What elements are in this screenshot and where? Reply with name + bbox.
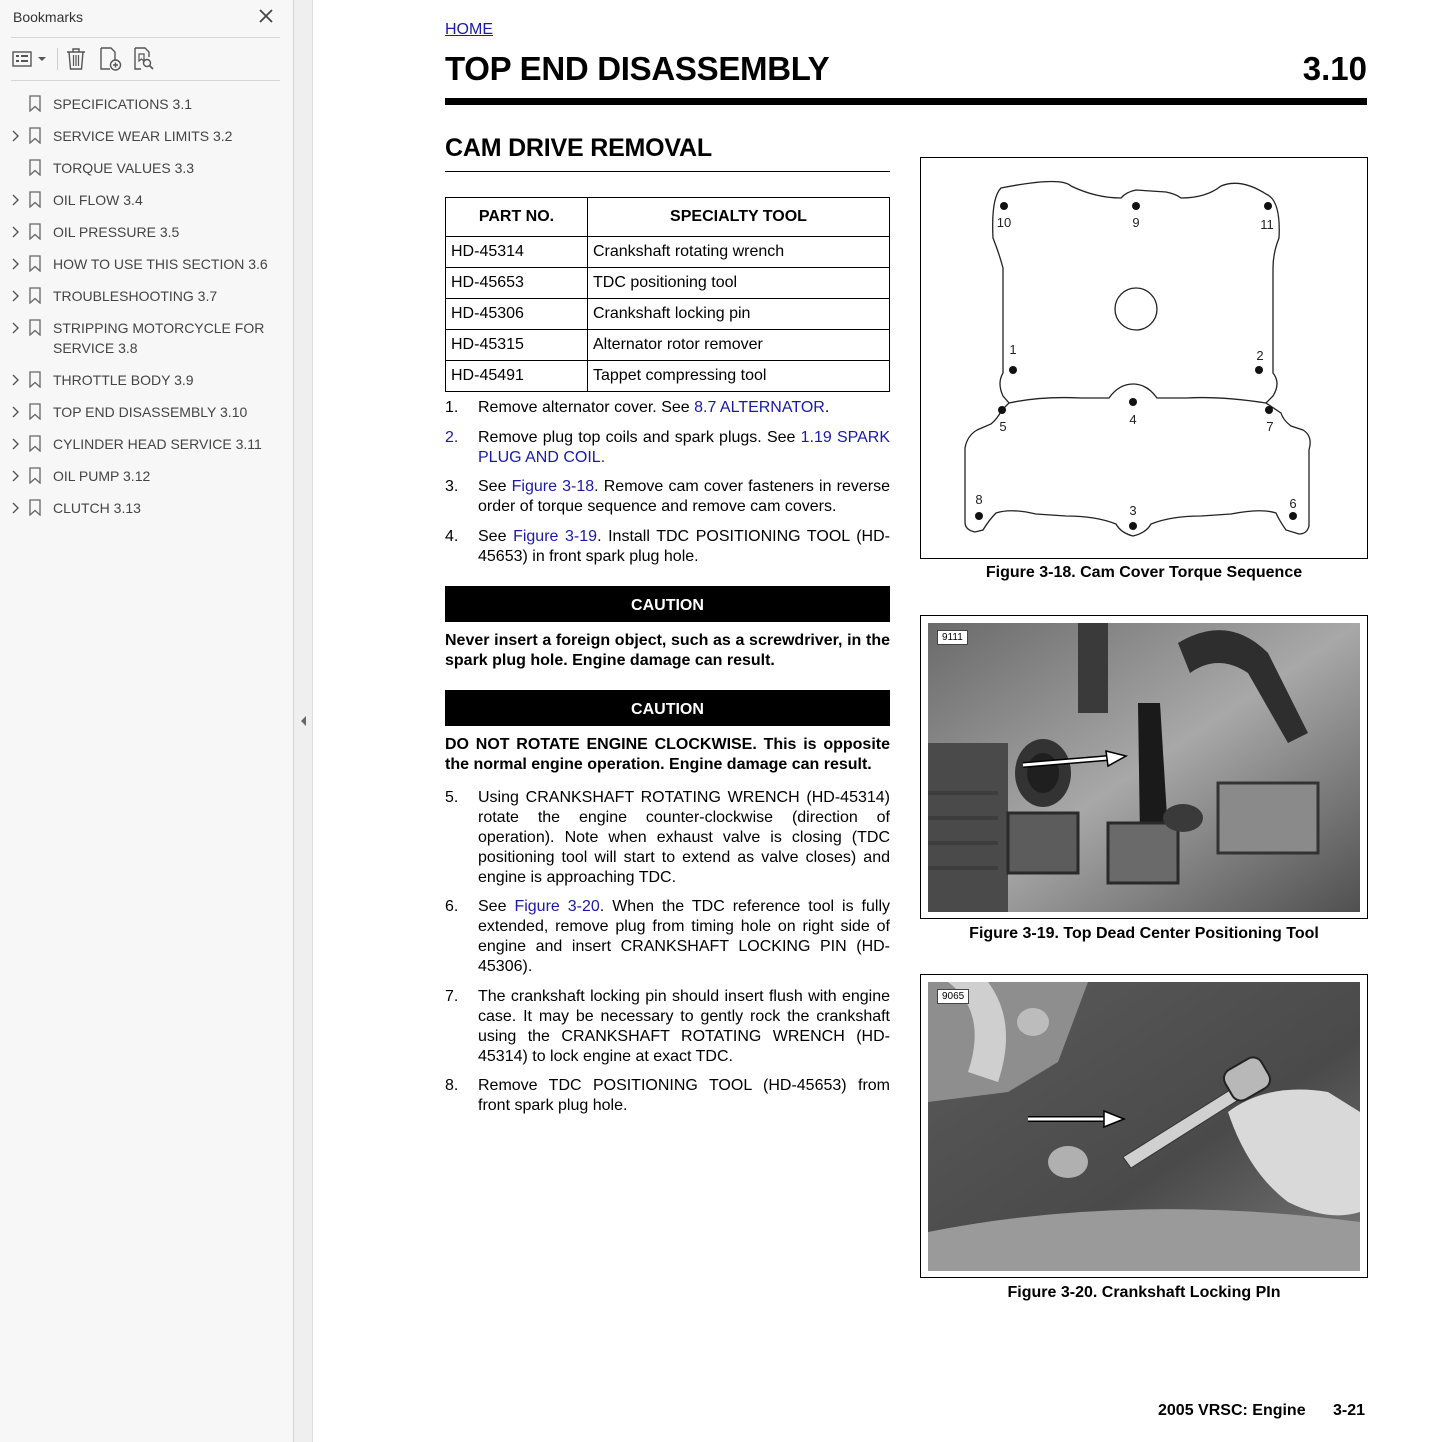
figure-3-20 bbox=[920, 974, 1368, 1278]
add-bookmark-icon[interactable] bbox=[98, 46, 124, 72]
chevron-right-icon[interactable] bbox=[10, 130, 20, 142]
bolt-label-5: 5 bbox=[999, 419, 1007, 434]
bookmark-item[interactable] bbox=[0, 368, 290, 400]
home-link[interactable]: HOME bbox=[445, 21, 493, 38]
photo-id: 9065 bbox=[937, 989, 969, 1004]
figure-caption: Figure 3-20. Crankshaft Locking PIn bbox=[1007, 1284, 1281, 1301]
tool-name-cell: Crankshaft locking pin bbox=[588, 299, 890, 330]
step-text: . bbox=[824, 399, 830, 416]
step-number: 7. bbox=[445, 987, 459, 1005]
section-number: 3.10 bbox=[1302, 50, 1367, 87]
bookmark-item[interactable] bbox=[0, 220, 290, 252]
bolt-label-10: 10 bbox=[996, 215, 1012, 230]
bookmark-icon bbox=[29, 287, 41, 304]
main-column bbox=[445, 134, 890, 1126]
section-subheading: CAM DRIVE REMOVAL bbox=[445, 134, 890, 172]
bookmarks-panel bbox=[0, 0, 294, 1442]
step-number: 4. bbox=[445, 527, 459, 545]
bookmark-label: OIL FLOW 3.4 bbox=[53, 192, 143, 208]
bolt-label-1: 1 bbox=[1009, 342, 1017, 357]
figure-3-19 bbox=[920, 615, 1368, 919]
step-number: 5. bbox=[445, 788, 459, 806]
procedure-step bbox=[445, 527, 890, 567]
table-row bbox=[446, 237, 890, 268]
chevron-right-icon[interactable] bbox=[10, 374, 20, 386]
bookmark-item[interactable] bbox=[0, 400, 290, 432]
chevron-right-icon[interactable] bbox=[10, 258, 20, 270]
bookmark-label: TROUBLESHOOTING 3.7 bbox=[53, 288, 218, 304]
chevron-right-icon[interactable] bbox=[10, 194, 20, 206]
chevron-right-icon[interactable] bbox=[10, 290, 20, 302]
part-number-cell: HD-45315 bbox=[446, 330, 588, 361]
bolt-label-3: 3 bbox=[1129, 503, 1137, 518]
divider bbox=[11, 37, 280, 38]
step-number: 3. bbox=[445, 478, 459, 495]
bookmark-icon bbox=[29, 191, 41, 208]
bolt-label-9: 9 bbox=[1132, 215, 1140, 230]
step-text: See bbox=[478, 527, 514, 545]
bookmark-item[interactable] bbox=[0, 316, 290, 368]
cross-reference-link[interactable]: 1.19 SPARK PLUG AND COIL. bbox=[478, 428, 891, 466]
step-number: 6. bbox=[445, 898, 459, 915]
bookmark-icon bbox=[29, 467, 41, 484]
chevron-right-icon[interactable] bbox=[10, 406, 20, 418]
engine-photo bbox=[928, 623, 1360, 912]
bookmark-item[interactable] bbox=[0, 284, 290, 316]
table-row bbox=[446, 268, 890, 299]
title-rule bbox=[445, 98, 1367, 105]
bookmark-label: TORQUE VALUES 3.3 bbox=[53, 160, 195, 176]
step-text: The crankshaft locking pin should insert flush with engine case. It may be necessary to gently rock the crankshaft using the CRANKSHAFT ROTATING WRENCH (HD-45314) to lock engine at exact TDC. bbox=[478, 987, 890, 1065]
caution-banner: CAUTION bbox=[445, 586, 890, 622]
chevron-right-icon[interactable] bbox=[10, 438, 20, 450]
bookmark-icon bbox=[29, 255, 41, 272]
step-number: 1. bbox=[445, 399, 459, 416]
bookmark-label: TOP END DISASSEMBLY 3.10 bbox=[53, 404, 248, 420]
figure-caption: Figure 3-18. Cam Cover Torque Sequence bbox=[985, 564, 1303, 581]
collapse-arrow-icon bbox=[300, 714, 308, 728]
bookmark-item[interactable] bbox=[0, 124, 290, 156]
tool-name-cell: Alternator rotor remover bbox=[588, 330, 890, 361]
bookmark-label: OIL PUMP 3.12 bbox=[53, 468, 151, 484]
bookmark-label: SERVICE WEAR LIMITS 3.2 bbox=[53, 128, 233, 144]
bookmark-icon bbox=[29, 127, 41, 144]
procedure-step bbox=[445, 987, 890, 1067]
procedure-step bbox=[445, 398, 890, 418]
table-row bbox=[446, 361, 890, 392]
figure-3-18 bbox=[920, 157, 1368, 559]
caution-banner: CAUTION bbox=[445, 690, 890, 726]
procedure-step bbox=[445, 428, 890, 468]
table-row bbox=[446, 330, 890, 361]
procedure-step bbox=[445, 477, 890, 517]
bookmark-label: HOW TO USE THIS SECTION 3.6 bbox=[53, 256, 268, 272]
chevron-right-icon[interactable] bbox=[10, 226, 20, 238]
step-text: See bbox=[478, 478, 512, 495]
part-number-cell: HD-45491 bbox=[446, 361, 588, 392]
bookmark-item[interactable] bbox=[0, 188, 290, 220]
bookmark-label: THROTTLE BODY 3.9 bbox=[53, 372, 194, 388]
procedure-step bbox=[445, 788, 890, 888]
tool-name-cell: Crankshaft rotating wrench bbox=[588, 237, 890, 268]
step-number: 8. bbox=[445, 1077, 459, 1094]
bolt-label-8: 8 bbox=[975, 492, 983, 507]
toolbar-separator bbox=[57, 48, 58, 70]
bookmark-label: SPECIFICATIONS 3.1 bbox=[53, 96, 192, 112]
panel-title: Bookmarks bbox=[13, 9, 84, 25]
table-header-cell: PART NO. bbox=[446, 198, 588, 237]
bookmark-label: STRIPPING MOTORCYCLE FOR SERVICE 3.8 bbox=[53, 320, 265, 356]
table-header-cell: SPECIALTY TOOL bbox=[588, 198, 890, 237]
table-row bbox=[446, 299, 890, 330]
chevron-right-icon[interactable] bbox=[10, 322, 20, 334]
cross-reference-link[interactable]: Figure 3-19 bbox=[513, 527, 598, 545]
bookmark-label: CYLINDER HEAD SERVICE 3.11 bbox=[53, 436, 262, 452]
tool-name-cell: TDC positioning tool bbox=[588, 268, 890, 299]
bookmark-item[interactable] bbox=[0, 92, 290, 124]
specialty-tool-table bbox=[445, 197, 890, 392]
procedure-step bbox=[445, 1076, 890, 1116]
step-text: Remove plug top coils and spark plugs. See bbox=[478, 428, 801, 446]
find-bookmark-icon[interactable] bbox=[132, 46, 158, 72]
bookmark-icon bbox=[29, 499, 41, 516]
step-text: . When the TDC reference tool is fully extended, remove plug from timing hole on right side of engine and insert CRANKSHAFT LOCKING PIN (HD-45306). bbox=[478, 898, 890, 975]
bolt-label-11: 11 bbox=[1260, 217, 1274, 232]
bookmark-list bbox=[0, 92, 290, 528]
collapse-panel-handle[interactable] bbox=[294, 0, 313, 1442]
tool-name-cell: Tappet compressing tool bbox=[588, 361, 890, 392]
bookmark-icon bbox=[29, 223, 41, 240]
bookmark-label: CLUTCH 3.13 bbox=[53, 500, 141, 516]
part-number-cell: HD-45314 bbox=[446, 237, 588, 268]
bookmark-label: OIL PRESSURE 3.5 bbox=[53, 224, 180, 240]
chevron-right-icon[interactable] bbox=[10, 470, 20, 482]
procedure-steps bbox=[445, 398, 890, 567]
bookmark-item[interactable] bbox=[0, 496, 290, 528]
chevron-right-icon[interactable] bbox=[10, 502, 20, 514]
step-text: Using CRANKSHAFT ROTATING WRENCH (HD-45314) rotate the engine counter-clockwise (direction of operation). Note when exhaust valve is closing (TDC positioning tool will start to extend as valve closes) and engine is approaching TDC. bbox=[478, 788, 890, 886]
step-text: . Install TDC POSITIONING TOOL (HD-45653) in front spark plug hole. bbox=[478, 527, 890, 565]
bolt-label-4: 4 bbox=[1129, 412, 1137, 427]
figure-caption: Figure 3-19. Top Dead Center Positioning Tool bbox=[969, 925, 1319, 942]
engine-photo bbox=[928, 982, 1360, 1271]
part-number-cell: HD-45306 bbox=[446, 299, 588, 330]
bookmark-item[interactable] bbox=[0, 464, 290, 496]
bookmark-item[interactable] bbox=[0, 252, 290, 284]
footer-title: 2005 VRSC: Engine bbox=[1158, 1402, 1306, 1419]
document-page bbox=[314, 0, 1430, 1442]
step-text: Remove TDC POSITIONING TOOL (HD-45653) from front spark plug hole. bbox=[478, 1077, 890, 1114]
page-title: TOP END DISASSEMBLY bbox=[445, 50, 830, 87]
page-number: 3-21 bbox=[1333, 1402, 1366, 1419]
caution-text: DO NOT ROTATE ENGINE CLOCKWISE. This is opposite the normal engine operation. Engine damage can result. bbox=[445, 735, 890, 773]
step-text: See bbox=[478, 898, 515, 915]
bookmark-item[interactable] bbox=[0, 432, 290, 464]
caution-text: Never insert a foreign object, such as a screwdriver, in the spark plug hole. Engine damage can result. bbox=[445, 631, 890, 669]
bolt-label-7: 7 bbox=[1266, 419, 1274, 434]
photo-id: 9111 bbox=[937, 630, 968, 645]
bookmark-icon bbox=[29, 319, 41, 336]
bookmark-icon bbox=[29, 371, 41, 388]
cross-reference-link[interactable]: Figure 3-18 bbox=[511, 478, 595, 495]
list-options-icon[interactable] bbox=[11, 46, 49, 72]
bolt-label-2: 2 bbox=[1256, 348, 1264, 363]
cam-cover-diagram bbox=[921, 158, 1367, 558]
trash-icon[interactable] bbox=[64, 46, 88, 72]
step-text: Remove alternator cover. See bbox=[478, 399, 695, 416]
step-number: 2. bbox=[445, 428, 459, 446]
cross-reference-link[interactable]: 8.7 ALTERNATOR bbox=[694, 399, 825, 416]
cross-reference-link[interactable]: Figure 3-20 bbox=[514, 898, 600, 915]
table-header-row bbox=[446, 198, 890, 237]
bolt-label-6: 6 bbox=[1289, 496, 1297, 511]
procedure-step bbox=[445, 897, 890, 977]
bookmark-icon bbox=[29, 159, 41, 176]
bookmark-icon bbox=[29, 95, 41, 112]
bookmark-icon bbox=[29, 435, 41, 452]
bookmark-item[interactable] bbox=[0, 156, 290, 188]
part-number-cell: HD-45653 bbox=[446, 268, 588, 299]
divider bbox=[11, 80, 280, 81]
procedure-steps bbox=[445, 788, 890, 1117]
bookmark-icon bbox=[29, 403, 41, 420]
step-text: . Remove cam cover fasteners in reverse order of torque sequence and remove cam covers. bbox=[478, 478, 891, 515]
close-icon[interactable] bbox=[256, 6, 276, 26]
